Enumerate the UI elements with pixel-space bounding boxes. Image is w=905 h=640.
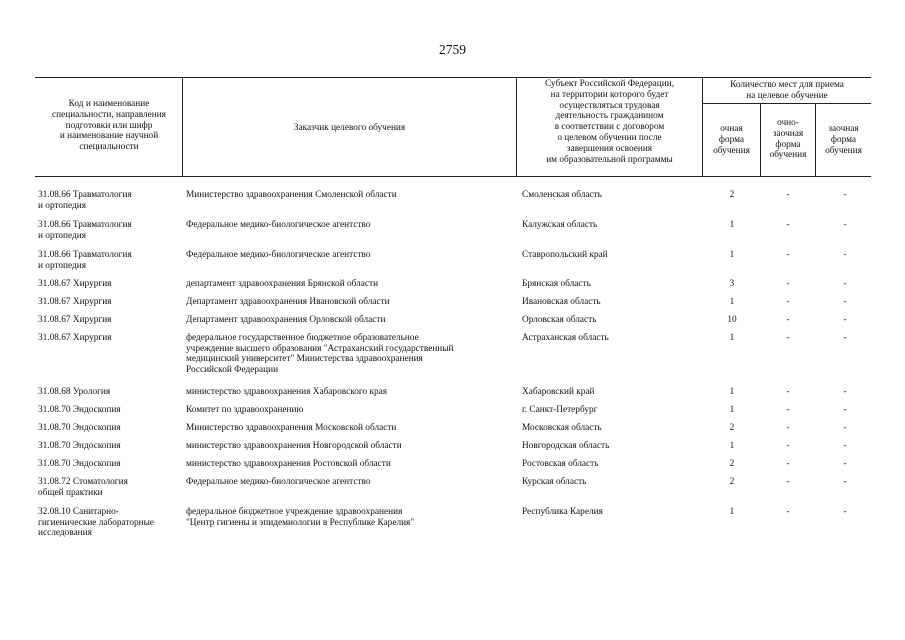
customer-cell: департамент здравоохранения Брянской области: [186, 279, 379, 289]
part-time-count: -: [786, 333, 790, 343]
specialty-cell: 31.08.70 Эндоскопия: [38, 441, 121, 451]
full-time-count: 2: [729, 459, 735, 469]
subject-cell: Астраханская область: [522, 333, 609, 343]
customer-cell: Федеральное медико-биологическое агентство: [186, 250, 371, 260]
table-row: [0, 405, 905, 423]
part-time-count: -: [786, 190, 790, 200]
customer-cell: Федеральное медико-биологическое агентство: [186, 220, 371, 230]
header-subject: Субъект Российской Федерации, на территории которого будет осуществляться трудовая деятельность гражданином в соответствии с договором о целевом обучении после завершения освоения им образовательной программы: [544, 79, 675, 165]
specialty-cell: 31.08.66 Травматология и ортопедия: [38, 250, 132, 271]
table-row: [0, 507, 905, 547]
table-row: [0, 441, 905, 459]
header-code: Код и наименование специальности, направления подготовки или шифр и наименование научной специальности: [52, 99, 166, 153]
full-time-count: 1: [729, 333, 735, 343]
distance-count: -: [843, 459, 847, 469]
part-time-count: -: [786, 507, 790, 517]
distance-count: -: [843, 190, 847, 200]
distance-count: -: [843, 297, 847, 307]
specialty-cell: 32.08.10 Санитарно- гигиенические лабораторные исследования: [38, 507, 155, 539]
part-time-count: -: [786, 250, 790, 260]
customer-cell: Федеральное медико-биологическое агентство: [186, 477, 371, 487]
table-row: [0, 477, 905, 507]
subject-cell: г. Санкт-Петербург: [522, 405, 598, 415]
page-number: 2759: [439, 42, 466, 57]
full-time-count: 1: [729, 387, 735, 397]
specialty-cell: 31.08.67 Хирургия: [38, 297, 112, 307]
distance-count: -: [843, 423, 847, 433]
table-row: [0, 423, 905, 441]
table-row: [0, 220, 905, 250]
specialty-cell: 31.08.67 Хирургия: [38, 315, 112, 325]
full-time-count: 1: [729, 297, 735, 307]
full-time-count: 1: [729, 250, 735, 260]
part-time-count: -: [786, 220, 790, 230]
part-time-count: -: [786, 405, 790, 415]
specialty-cell: 31.08.66 Травматология и ортопедия: [38, 220, 132, 241]
header-full-time: очная форма обучения: [713, 124, 750, 156]
subject-cell: Брянская область: [522, 279, 591, 289]
places-subheader-rule: [702, 103, 871, 104]
part-time-count: -: [786, 423, 790, 433]
customer-cell: министерство здравоохранения Хабаровского края: [186, 387, 388, 397]
table-row: [0, 250, 905, 279]
header-part-time: очно- заочная форма обучения: [769, 118, 807, 161]
table-header-bottom-rule: [35, 176, 871, 177]
full-time-count: 2: [729, 477, 735, 487]
specialty-cell: 31.08.72 Стоматология общей практики: [38, 477, 128, 498]
full-time-count: 3: [729, 279, 735, 289]
specialty-cell: 31.08.66 Травматология и ортопедия: [38, 190, 132, 211]
header-customer: Заказчик целевого обучения: [293, 123, 406, 133]
customer-cell: министерство здравоохранения Ростовской области: [186, 459, 391, 469]
specialty-cell: 31.08.70 Эндоскопия: [38, 405, 121, 415]
distance-count: -: [843, 387, 847, 397]
table-row: [0, 387, 905, 405]
distance-count: -: [843, 250, 847, 260]
subject-cell: Московская область: [522, 423, 602, 433]
specialty-cell: 31.08.70 Эндоскопия: [38, 459, 121, 469]
table-row: [0, 190, 905, 220]
full-time-count: 1: [729, 405, 735, 415]
subject-cell: Курская область: [522, 477, 587, 487]
specialty-cell: 31.08.67 Хирургия: [38, 279, 112, 289]
customer-cell: федеральное государственное бюджетное образовательное учреждение высшего образования "Астраханский государственный медицинский университет" Министерства здравоохранения Российской Федерации: [186, 333, 454, 375]
part-time-count: -: [786, 441, 790, 451]
full-time-count: 1: [729, 220, 735, 230]
distance-count: -: [843, 333, 847, 343]
distance-count: -: [843, 441, 847, 451]
header-distance: заочная форма обучения: [825, 124, 862, 156]
part-time-count: -: [786, 315, 790, 325]
distance-count: -: [843, 279, 847, 289]
table-row: [0, 315, 905, 333]
table-top-rule: [35, 77, 871, 78]
full-time-count: 2: [729, 190, 735, 200]
part-time-count: -: [786, 459, 790, 469]
table-row: [0, 459, 905, 477]
distance-count: -: [843, 405, 847, 415]
part-time-count: -: [786, 297, 790, 307]
customer-cell: Комитет по здравоохранению: [186, 405, 304, 415]
subject-cell: Ростовская область: [522, 459, 599, 469]
table-row: [0, 297, 905, 315]
subject-cell: Новгородская область: [522, 441, 610, 451]
subject-cell: Смоленская область: [522, 190, 602, 200]
specialty-cell: 31.08.70 Эндоскопия: [38, 423, 121, 433]
full-time-count: 10: [727, 315, 737, 325]
subject-cell: Республика Карелия: [522, 507, 603, 517]
customer-cell: Министерство здравоохранения Московской области: [186, 423, 397, 433]
specialty-cell: 31.08.68 Урология: [38, 387, 111, 397]
subject-cell: Хабаровский край: [522, 387, 595, 397]
customer-cell: министерство здравоохранения Новгородской области: [186, 441, 402, 451]
table-row: [0, 333, 905, 387]
part-time-count: -: [786, 387, 790, 397]
distance-count: -: [843, 220, 847, 230]
customer-cell: федеральное бюджетное учреждение здравоохранения "Центр гигиены и эпидемиологии в Республике Карелия": [186, 507, 415, 528]
distance-count: -: [843, 477, 847, 487]
customer-cell: Департамент здравоохранения Ивановской области: [186, 297, 390, 307]
distance-count: -: [843, 507, 847, 517]
specialty-cell: 31.08.67 Хирургия: [38, 333, 112, 343]
subject-cell: Калужская область: [522, 220, 598, 230]
subject-cell: Орловская область: [522, 315, 597, 325]
table-body: [0, 190, 905, 547]
header-places: Количество мест для приема на целевое обучение: [730, 80, 844, 101]
part-time-count: -: [786, 279, 790, 289]
subject-cell: Ивановская область: [522, 297, 601, 307]
full-time-count: 1: [729, 441, 735, 451]
full-time-count: 1: [729, 507, 735, 517]
part-time-count: -: [786, 477, 790, 487]
customer-cell: Департамент здравоохранения Орловской области: [186, 315, 386, 325]
distance-count: -: [843, 315, 847, 325]
table-row: [0, 279, 905, 297]
full-time-count: 2: [729, 423, 735, 433]
customer-cell: Министерство здравоохранения Смоленской области: [186, 190, 397, 200]
subject-cell: Ставропольский край: [522, 250, 608, 260]
